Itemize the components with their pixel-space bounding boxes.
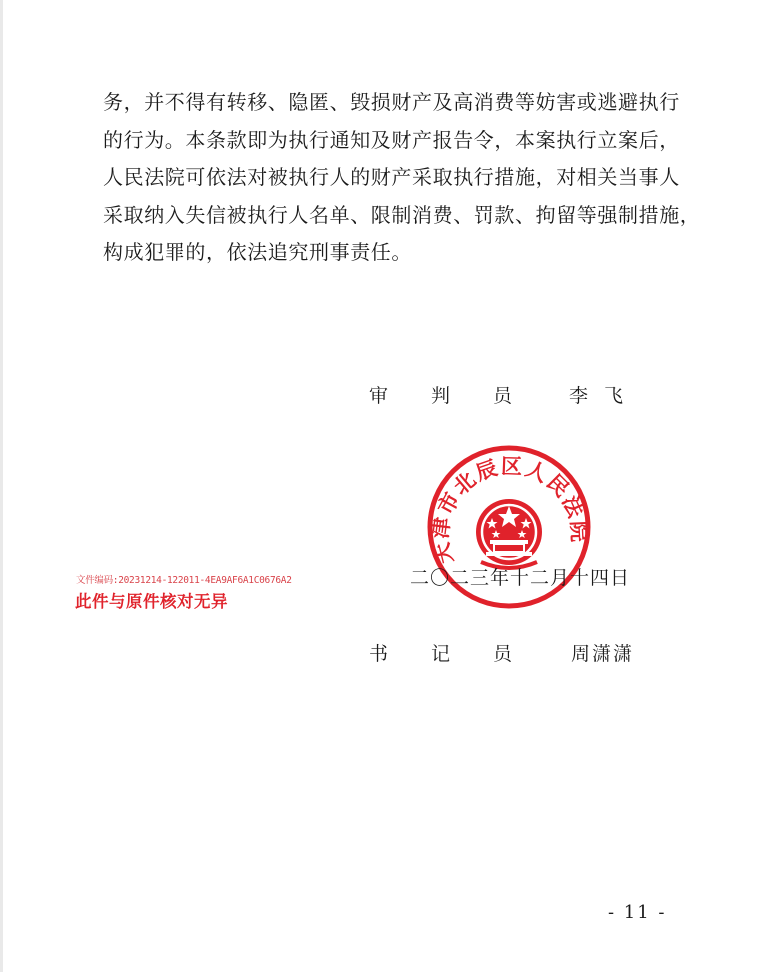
judge-title-char: 判	[431, 385, 451, 407]
judge-signature-row	[369, 381, 649, 407]
seal-text: 天津市北辰区人民法院	[428, 454, 592, 567]
document-code: 文件编码:20231214-122011-4EA9AF6A1C0676A2	[76, 575, 292, 586]
body-paragraph	[103, 84, 701, 272]
judge-title	[369, 381, 555, 408]
clerk-title-char: 记	[431, 643, 451, 665]
verification-statement: 此件与原件核对无异	[75, 592, 228, 611]
page-edge	[0, 0, 3, 972]
judgment-date: 二〇二三年十二月十四日	[410, 567, 631, 589]
judge-title-char: 员	[493, 385, 513, 407]
body-line: 采取纳入失信被执行人名单、限制消费、罚款、拘留等强制措施，	[103, 202, 701, 227]
judge-title-char: 审	[369, 385, 389, 407]
clerk-name: 周潇潇	[571, 643, 635, 665]
page-number: - 11 -	[608, 902, 667, 923]
clerk-signature-row	[369, 639, 649, 665]
clerk-title	[369, 639, 555, 666]
body-line: 构成犯罪的，依法追究刑事责任。	[103, 240, 412, 264]
body-line: 人民法院可依法对被执行人的财产采取执行措施，对相关当事人	[103, 165, 680, 189]
clerk-title-char: 书	[369, 643, 389, 665]
judge-name: 李飞	[569, 385, 640, 407]
body-line: 务，并不得有转移、隐匿、毁损财产及高消费等妨害或逃避执行	[103, 90, 680, 114]
clerk-title-char: 员	[493, 643, 513, 665]
body-line: 的行为。本条款即为执行通知及财产报告令，本案执行立案后，	[103, 127, 680, 152]
